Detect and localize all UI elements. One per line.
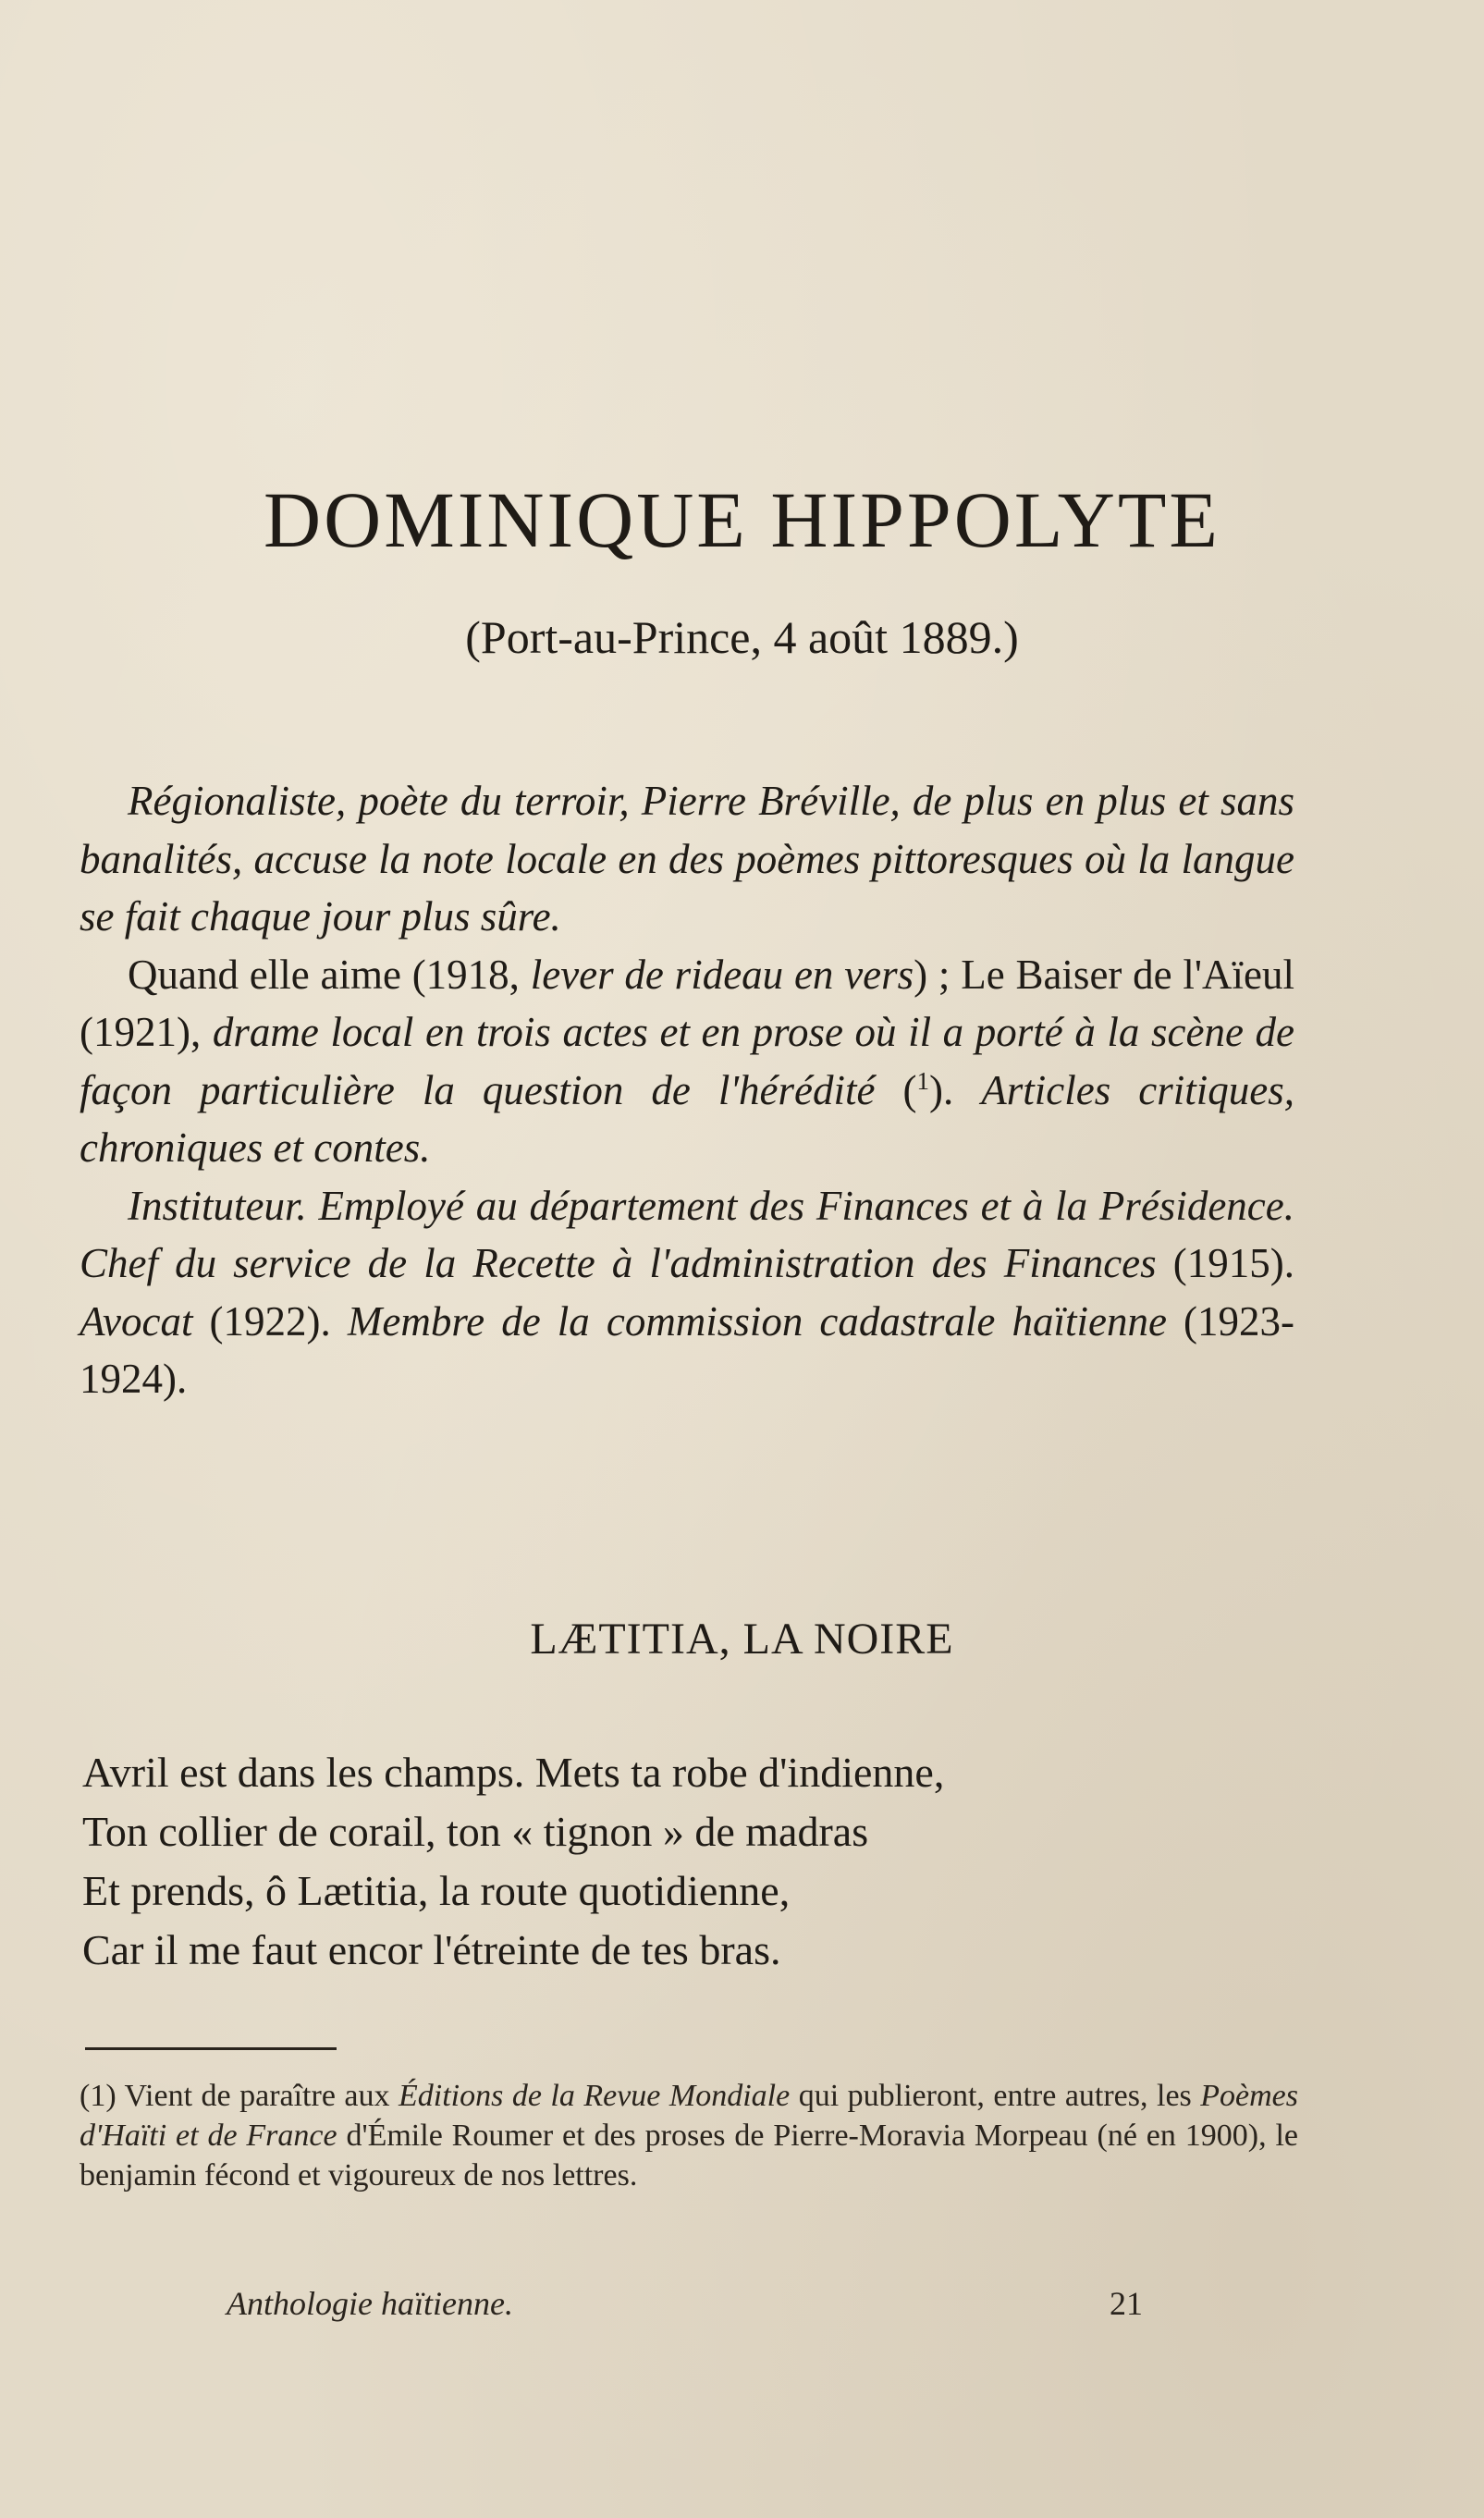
poem-line: Ton collier de corail, ton « tignon » de madras — [82, 1808, 869, 1855]
footnote-text-a: Vient de paraître aux — [116, 2079, 399, 2113]
footnote-text-b: Éditions de la Revue Mondiale — [399, 2079, 791, 2113]
footnote-text-c: qui publieront, entre autres, les — [790, 2079, 1201, 2113]
footnote-reference: 1 — [916, 1066, 929, 1095]
poem-line: Et prends, ô Lætitia, la route quotidienne, — [82, 1867, 791, 1914]
footnote-text-e: d'Émile Roumer et des proses de Pierre-Moravia Morpeau (né en 1900), le benjamin fécond et vigoureux de nos lettres. — [80, 2119, 1298, 2193]
bio-p2-e: ( — [875, 1066, 917, 1113]
bio-p3-a: Instituteur. Employé au département des Finances et à la Présidence. Chef du service de la Recette à l'administration des Finances — [80, 1182, 1294, 1286]
bio-p3-f: (1923-1924). — [80, 1297, 1294, 1402]
bio-paragraph-2 — [80, 946, 1294, 1177]
poem-line: Car il me faut encor l'étreinte de tes bras. — [82, 1926, 781, 1973]
bio-p2-a: Quand elle aime (1918, — [128, 951, 531, 998]
bio-p2-b: lever de rideau en vers — [530, 951, 914, 998]
running-footer-title: Anthologie haïtienne. — [227, 2285, 513, 2322]
footnote-divider — [85, 2047, 337, 2050]
bio-p2-d: drame local en trois actes et en prose où il a porté à la scène de façon particulière la question de l'hérédité — [80, 1009, 1294, 1113]
page-number: 21 — [1110, 2285, 1143, 2322]
bio-p3-e: Membre de la commission cadastrale haïtienne — [347, 1297, 1167, 1345]
poem-line: Avril est dans les champs. Mets ta robe d'indienne, — [82, 1749, 945, 1796]
poem-stanza — [82, 1743, 1303, 1980]
bio-paragraph-1 — [80, 772, 1294, 946]
bio-p2-g: Articles critiques, chroniques et contes. — [80, 1066, 1294, 1171]
footnote-text-d: Poèmes d'Haïti et de France — [80, 2079, 1299, 2153]
poem-title: LÆTITIA, LA NOIRE — [530, 1615, 954, 1664]
footnote — [80, 2076, 1298, 2195]
author-name: DOMINIQUE HIPPOLYTE — [264, 475, 1220, 564]
bio-p3-c: Avocat — [80, 1297, 193, 1345]
bio-p1-text: Régionaliste, poète du terroir, Pierre Bréville, de plus en plus et sans banalités, accuse la note locale en des poèmes pittoresques où la langue se fait chaque jour plus sûre. — [80, 778, 1294, 940]
bio-p3-d: (1922). — [192, 1297, 348, 1345]
birth-info: (Port-au-Prince, 4 août 1889.) — [465, 611, 1019, 663]
bio-p2-f: ). — [928, 1066, 982, 1113]
footnote-marker: (1) — [80, 2079, 117, 2113]
bio-p3-b: (1915). — [1156, 1240, 1294, 1286]
bio-p2-c: ) ; Le Baiser de l'Aïeul (1921), — [80, 951, 1295, 1055]
bio-paragraph-3 — [80, 1177, 1294, 1408]
biography — [80, 772, 1294, 1408]
